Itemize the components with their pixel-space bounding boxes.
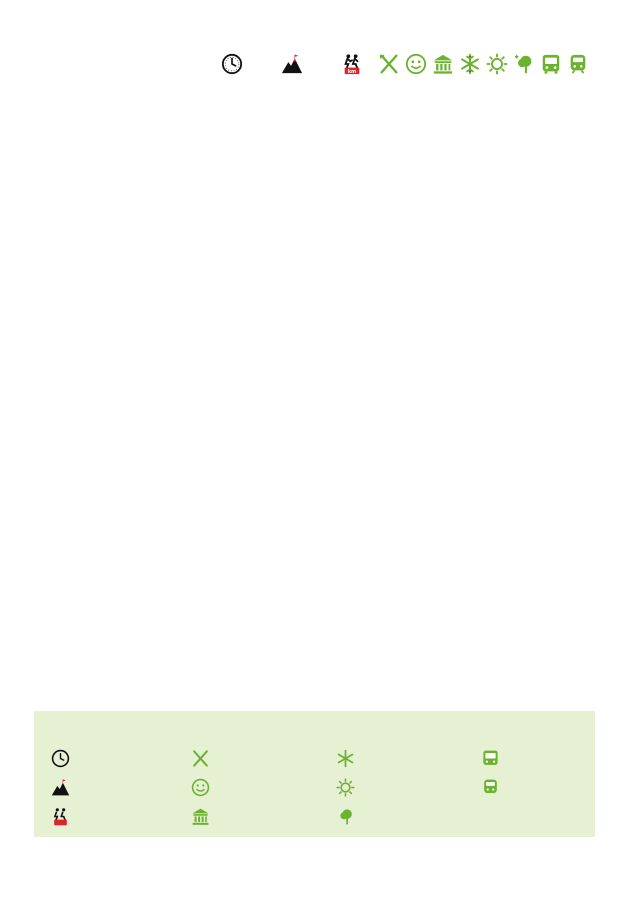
legend-item-shade	[334, 805, 362, 827]
clock-icon	[219, 51, 245, 77]
hiker-icon	[49, 805, 71, 827]
shade-tree-icon	[511, 51, 537, 77]
sun-icon	[334, 776, 356, 798]
legend-item-smiley	[189, 776, 217, 798]
bus-icon	[479, 747, 501, 769]
hiker-icon	[339, 51, 365, 77]
museum-icon	[430, 51, 456, 77]
legend-item-snowflake	[334, 747, 362, 769]
snowflake-icon	[334, 747, 356, 769]
sun-icon	[484, 51, 510, 77]
legend-item-museum	[189, 805, 217, 827]
smiley-icon	[403, 51, 429, 77]
legend-item-bus	[479, 747, 507, 769]
cutlery-icon	[376, 51, 402, 77]
legend-item-mountain	[49, 776, 77, 798]
legend-item-sun	[334, 776, 362, 798]
train-icon	[479, 776, 501, 798]
cutlery-icon	[189, 747, 211, 769]
clock-icon	[49, 747, 71, 769]
bus-icon	[538, 51, 564, 77]
legend-box	[34, 711, 595, 837]
mountain-icon	[279, 51, 305, 77]
legend-item-cutlery	[189, 747, 217, 769]
smiley-icon	[189, 776, 211, 798]
legend-item-hiker	[49, 805, 77, 827]
legend-item-train	[479, 776, 507, 798]
snowflake-icon	[457, 51, 483, 77]
mountain-icon	[49, 776, 71, 798]
shade-tree-icon	[334, 805, 356, 827]
museum-icon	[189, 805, 211, 827]
legend-item-clock	[49, 747, 77, 769]
svg-text:km: km	[347, 68, 357, 75]
train-icon	[565, 51, 591, 77]
